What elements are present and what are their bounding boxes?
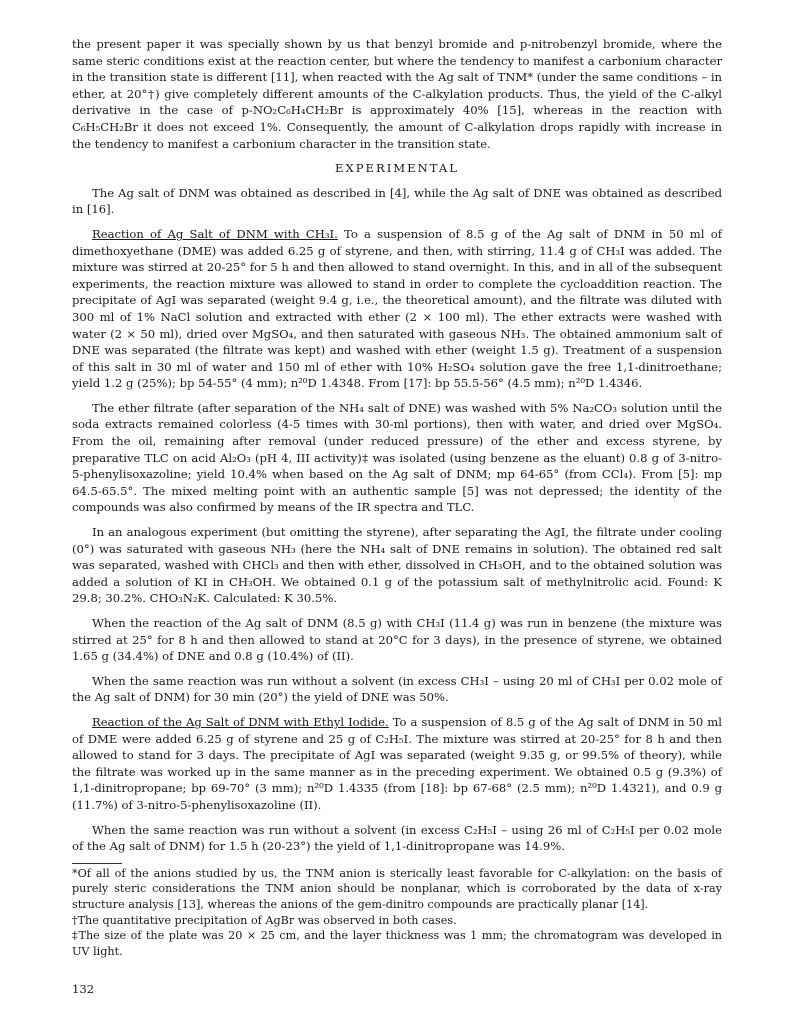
page-number: 132: [72, 982, 95, 996]
paragraph-reaction-ethyl-iodide-body: To a suspension of 8.5 g of the Ag salt of DNM in 50 ml of DME were added 6.25 g of styrene and 25 g of C₂H₅I. The mixture was stirred at 20-25° for 8 h and then allowed to stand for 3 days. The precipitate of AgI was separated (weight 9.35 g, or 99.5% of theory), while the filtrate was worked up in the same manner as in the preceding experiment. We obtained 0.5 g (9.3%) of 1,1-dinitropropane; bp 69-70° (3 mm); n²⁰D 1.4335 (from [18]: bp 67-68° (2.5 mm); n²⁰D 1.4321), and 0.9 g (11.7%) of 3-nitro-5-phenylisoxazoline (II).: [72, 714, 722, 812]
intro-paragraph: the present paper it was specially shown by us that benzyl bromide and p-nitrobenzyl bromide, where the same steric conditions exist at the reaction center, but where the tendency to manifest a carbonium character in the transition state is different [11], when reacted with the Ag salt of TNM* (under the same conditions – in ether, at 20°†) give completely different amounts of the C-alkylation products. Thus, the yield of the C-alkyl derivative in the case of p-NO₂C₆H₄CH₂Br is approximately 40% [15], whereas in the reaction with C₆H₅CH₂Br it does not exceed 1%. Consequently, the amount of C-alkylation drops rapidly with increase in the tendency to manifest a carbonium character in the transition state.: [72, 37, 722, 151]
paragraph-no-solvent-ch3i: When the same reaction was run without a solvent (in excess CH₃I – using 20 ml of CH₃I per 0.02 mole of the Ag salt of DNM) for 30 min (20°) the yield of DNE was 50%.: [72, 673, 722, 705]
footnote-dagger: †The quantitative precipitation of AgBr was observed in both cases.: [72, 913, 457, 927]
run-in-heading-ch3i: Reaction of Ag Salt of DNM with CH₃I.: [92, 226, 338, 241]
paragraph-ether-filtrate: The ether filtrate (after separation of the NH₄ salt of DNE) was washed with 5% Na₂CO₃ solution until the soda extracts remained colorless (4-5 times with 30-ml portions), then with water, and dried over MgSO₄. From the oil, remaining after removal (under reduced pressure) of the ether and excess styrene, by preparative TLC on acid Al₂O₃ (pH 4, III activity)‡ was isolated (using benzene as the eluant) 0.8 g of 3-nitro-5-phenylisoxazoline; yield 10.4% when based on the Ag salt of DNM; mp 64-65° (from CCl₄). From [5]: mp 64.5-65.5°. The mixed melting point with an authentic sample [5] was not depressed; the identity of the compounds was also confirmed by means of the IR spectra and TLC.: [72, 400, 722, 515]
paragraph-reaction-ethyl-iodide: [72, 714, 722, 814]
run-in-heading-ethyl-iodide: Reaction of the Ag Salt of DNM with Ethyl Iodide.: [92, 714, 389, 729]
paragraph-reaction-ch3i: [72, 226, 722, 392]
footnote-star: *Of all of the anions studied by us, the TNM anion is sterically least favorable for C-alkylation: on the basis of purely steric considerations the TNM anion should be nonplanar, which is corroborated by the data of x-ray structure analysis [13], whereas the anions of the gem-dinitro compounds are practically planar [14].: [72, 866, 722, 911]
paragraph-analogous-experiment: In an analogous experiment (but omitting the styrene), after separating the AgI, the filtrate under cooling (0°) was saturated with gaseous NH₃ (here the NH₄ salt of DNE remains in solution). The obtained red salt was separated, washed with CHCl₃ and then with ether, dissolved in CH₃OH, and to the obtained solution was added a solution of KI in CH₃OH. We obtained 0.1 g of the potassium salt of methylnitrolic acid. Found: K 29.8; 30.2%. CHO₃N₂K. Calculated: K 30.5%.: [72, 525, 722, 606]
paragraph-ag-salts: The Ag salt of DNM was obtained as described in [4], while the Ag salt of DNE was obtained as described in [16].: [72, 185, 722, 217]
paragraph-reaction-ch3i-body: To a suspension of 8.5 g of the Ag salt of DNM in 50 ml of dimethoxyethane (DME) was added 6.25 g of styrene, and then, with stirring, 11.4 g of CH₃I was added. The mixture was stirred at 20-25° for 5 h and then allowed to stand overnight. In this, and in all of the subsequent experiments, the reaction mixture was allowed to stand in order to complete the cycloaddition reaction. The precipitate of AgI was separated (weight 9.4 g, i.e., the theoretical amount), and the filtrate was diluted with 300 ml of 1% NaCl solution and extracted with ether (2 × 100 ml). The ether extracts were washed with water (2 × 50 ml), dried over MgSO₄, and then saturated with gaseous NH₃. The obtained ammonium salt of DNE was separated (the filtrate was kept) and washed with ether (weight 1.5 g). Treatment of a suspension of this salt in 30 ml of water and 150 ml of ether with 10% H₂SO₄ solution gave the free 1,1-dinitroethane; yield 1.2 g (25%); bp 54-55° (4 mm); n²⁰D 1.4348. From [17]: bp 55.5-56° (4.5 mm); n²⁰D 1.4346.: [72, 226, 722, 391]
paragraph-benzene-run: When the reaction of the Ag salt of DNM (8.5 g) with CH₃I (11.4 g) was run in benzene (the mixture was stirred at 25° for 8 h and then allowed to stand at 20°C for 3 days), in the presence of styrene, we obtained 1.65 g (34.4%) of DNE and 0.8 g (10.4%) of (II).: [72, 616, 722, 664]
paragraph-no-solvent-c2h5i: When the same reaction was run without a solvent (in excess C₂H₅I – using 26 ml of C₂H₅I per 0.02 mole of the Ag salt of DNM) for 1.5 h (20-23°) the yield of 1,1-dinitropropane was 14.9%.: [72, 822, 722, 854]
footnote-double-dagger: ‡The size of the plate was 20 × 25 cm, and the layer thickness was 1 mm; the chromatogram was developed in UV light.: [72, 929, 722, 958]
paper-page: [72, 36, 722, 959]
section-heading-experimental: EXPERIMENTAL: [335, 161, 459, 176]
footnote-divider: [72, 863, 122, 864]
